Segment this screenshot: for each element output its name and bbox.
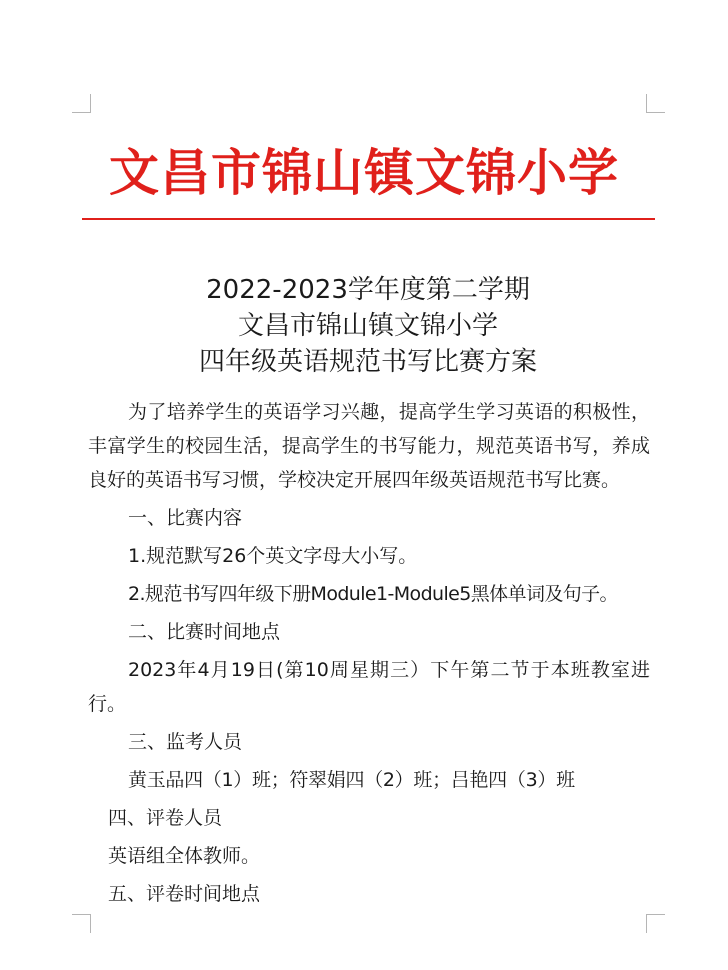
school-header: 文昌市锦山镇文锦小学 — [109, 144, 619, 202]
section-4-text: 英语组全体教师。 — [108, 845, 261, 867]
section-1-heading: 一、比赛内容 — [128, 507, 243, 529]
section-3-text: 黄玉品四（1）班；符翠娟四（2）班；吕艳四（3）班 — [128, 769, 575, 791]
section-4-heading: 四、评卷人员 — [108, 807, 223, 829]
title-line-subject: 四年级英语规范书写比赛方案 — [198, 347, 537, 377]
corner-mark-top-left — [72, 94, 91, 113]
section-2-text: 2023年4月19日(第10周星期三）下午第二节于本班教室进行。 — [88, 659, 650, 715]
section-3-heading: 三、监考人员 — [128, 731, 243, 753]
section-5-heading: 五、评卷时间地点 — [108, 883, 261, 905]
section-1-item-1: 1.规范默写26个英文字母大小写。 — [128, 545, 418, 567]
title-line-term: 2022-2023学年度第二学期 — [206, 275, 530, 305]
intro-paragraph: 为了培养学生的英语学习兴趣，提高学生学习英语的积极性，丰富学生的校园生活，提高学生的书写能力，规范英语书写，养成良好的英语书写习惯，学校决定开展四年级英语规范书写比赛。 — [88, 401, 650, 491]
corner-mark-top-right — [646, 94, 665, 113]
title-line-school: 文昌市锦山镇文锦小学 — [237, 311, 498, 341]
section-2-heading: 二、比赛时间地点 — [128, 621, 281, 643]
header-divider — [82, 218, 655, 220]
section-1-item-2: 2.规范书写四年级下册Module1-Module5黑体单词及句子。 — [128, 583, 618, 605]
document-title — [80, 272, 656, 380]
corner-mark-bottom-right — [646, 914, 665, 933]
corner-mark-bottom-left — [72, 914, 91, 933]
document-body — [88, 395, 650, 911]
